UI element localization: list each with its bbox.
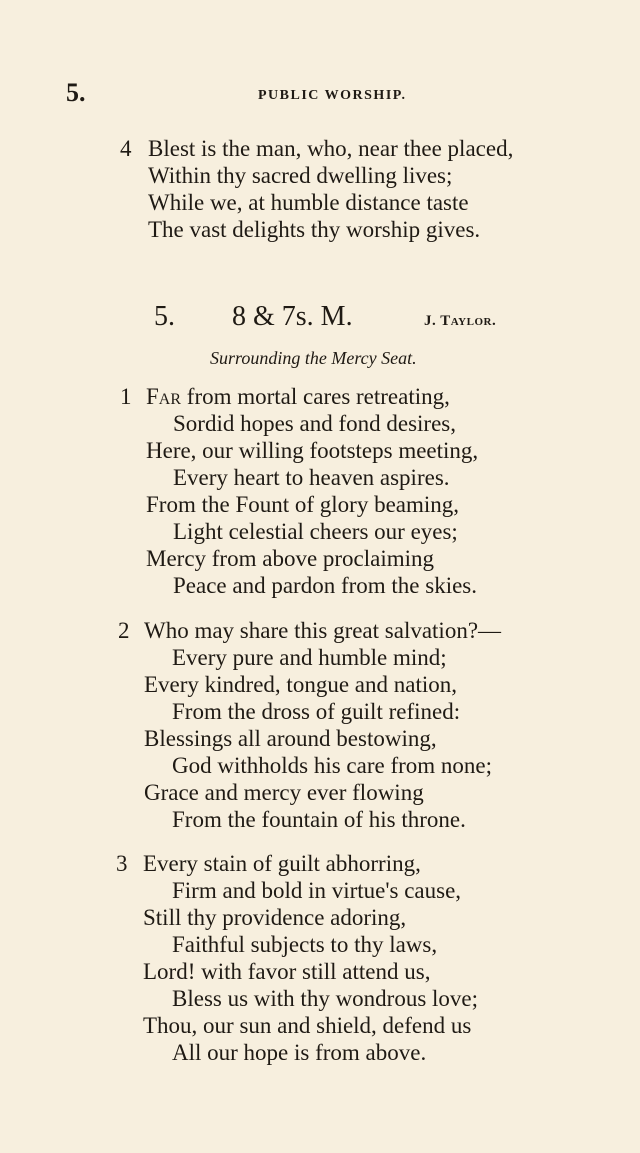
verse-line [146, 383, 450, 410]
verse-first-word: Far [146, 384, 182, 409]
verse-line: God withholds his care from none; [172, 753, 493, 778]
verse-line: Blest is the man, who, near thee placed, [148, 136, 514, 161]
verse-line: Every kindred, tongue and nation, [144, 672, 457, 697]
hymn-meter: 8 & 7s. M. [232, 301, 353, 332]
verse-line: From the fountain of his throne. [172, 807, 466, 832]
verse-line: Blessings all around bestowing, [144, 726, 437, 751]
running-title: PUBLIC WORSHIP. [258, 88, 407, 103]
verse-line: While we, at humble distance taste [148, 190, 469, 215]
verse-line: Peace and pardon from the skies. [173, 573, 478, 598]
stanza-number: 2 [118, 618, 130, 643]
verse-line: Here, our willing footsteps meeting, [146, 438, 479, 463]
verse-line: Faithful subjects to thy laws, [172, 932, 438, 957]
verse-line: Grace and mercy ever flowing [144, 780, 424, 805]
hymn-number: 5. [154, 301, 175, 332]
verse-line: Every pure and humble mind; [172, 645, 447, 670]
verse-line: Every heart to heaven aspires. [173, 465, 450, 490]
verse-line: Within thy sacred dwelling lives; [148, 163, 453, 188]
hymn-author: J. Taylor. [424, 313, 497, 329]
verse-line-rest: from mortal cares retreating, [181, 384, 450, 409]
verse-line: The vast delights thy worship gives. [148, 217, 481, 242]
verse-line: From the Fount of glory beaming, [146, 492, 460, 517]
verse-line: Lord! with favor still attend us, [143, 959, 431, 984]
page-number: 5. [66, 78, 86, 107]
verse-line: Sordid hopes and fond desires, [173, 411, 456, 436]
verse-line: Firm and bold in virtue's cause, [172, 878, 462, 903]
verse-line: Every stain of guilt abhorring, [143, 851, 421, 876]
verse-line: Thou, our sun and shield, defend us [143, 1013, 472, 1038]
verse-line: All our hope is from above. [172, 1040, 427, 1065]
verse-line: Still thy providence adoring, [143, 905, 407, 930]
stanza-number: 4 [120, 136, 132, 161]
verse-line: Light celestial cheers our eyes; [173, 519, 458, 544]
verse-line: Mercy from above proclaiming [146, 546, 435, 571]
verse-line: Who may share this great salvation?— [144, 618, 502, 643]
verse-line: From the dross of guilt refined: [172, 699, 461, 724]
hymn-subtitle: Surrounding the Mercy Seat. [210, 348, 417, 368]
stanza-number: 3 [116, 851, 128, 876]
verse-line: Bless us with thy wondrous love; [172, 986, 479, 1011]
stanza-number: 1 [120, 384, 132, 409]
